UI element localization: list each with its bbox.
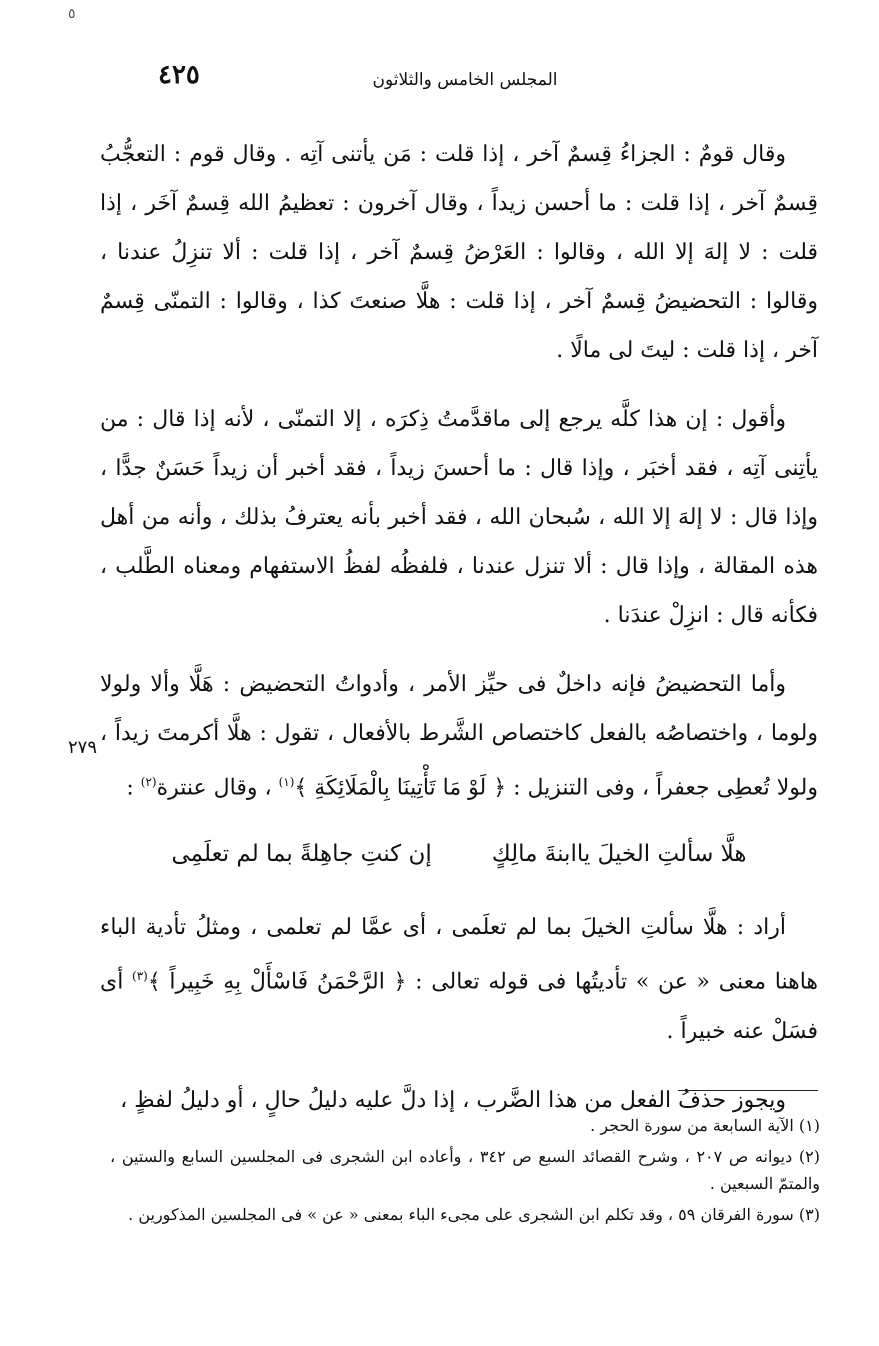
main-text xyxy=(100,130,818,1145)
page-number: ٤٢٥ xyxy=(158,60,200,90)
paragraph-4-tail: أى فسَلْ عنه خبيراً . xyxy=(100,969,818,1044)
paragraph-4-text: أراد : هلَّا سألتِ الخيلَ بما لم تعلَمى ، أى عمَّا لم تعلمى ، ومثلُ تأدية الباء هاهنا معنى « عن » تأديتُها فى قوله تعالى : ﴿ الرَّحْمَنُ فَاسْأَلْ بِهِ خَبِيراً ﴾ xyxy=(100,915,818,995)
paragraph-4 xyxy=(100,903,818,1055)
corner-mark: ٥ xyxy=(68,6,76,22)
verse-hemistich-2: إن كنتِ جاهِلةً بما لم تعلَمِى xyxy=(171,841,432,868)
footnotes xyxy=(110,1112,820,1232)
footnote-1: (١) الآية السابعة من سورة الحجر . xyxy=(590,1116,820,1135)
running-header xyxy=(110,58,820,102)
paragraph-3-text: وأما التحضيضُ فإنه داخلٌ فى حيِّز الأمر ، وأدواتُ التحضيض : هَلَّا وألا ولولا ولوما ، واختصاصُه بالفعل كاختصاص الشَّرط بالأفعال ، تقول : هلَّا أكرمتَ زيداً ، ولولا تُعطِى جعفراً ، وفى التنزيل : ﴿ لَوْ مَا تَأْتِينَا بِالْمَلَائِكَةِ ﴾ xyxy=(100,672,818,801)
paragraph-1: وقال قومٌ : الجزاءُ قِسمٌ آخر ، إذا قلت : مَن يأتنى آتِه . وقال قوم : التعجُّبُ قِسمٌ آخر ، إذا قلت : ما أحسن زيداً ، وقال آخرون : تعظيمُ الله قِسمٌ آخَر ، إذا قلت : لا إلهَ إلا الله ، وقالوا : العَرْضُ قِسمٌ آخر ، إذا قلت : ألا تنزِلُ عندنا ، وقالوا : التحضيضُ قِسمٌ آخر ، إذا قلت : هلَّا صنعتَ كذا ، وقالوا : التمنّى قِسمٌ آخر ، إذا قلت : ليتَ لى مالًا . xyxy=(100,142,818,363)
footnote-ref-3[interactable]: (٣) xyxy=(132,969,148,984)
chapter-title: المجلس الخامس والثلاثون xyxy=(372,70,558,90)
margin-page-reference: ٢٧٩ xyxy=(68,737,98,758)
paragraph-2: وأقول : إن هذا كلَّه يرجع إلى ماقدَّمتُ ذِكرَه ، إلا التمنّى ، لأنه إذا قال : من يأتِنى آتِه ، فقد أخبَر ، وإذا قال : ما أحسنَ زيداً ، فقد أخبر أن زيداً حَسَنٌ جدًّا ، وإذا قال : لا إلهَ إلا الله ، سُبحان الله ، فقد أخبر بأنه يعترفُ بذلك ، وأنه من أهل هذه المقالة ، وإذا قال : ألا تنزل عندنا ، فلفظُه لفظُ الاستفهام ومعناه الطَّلب ، فكأنه قال : انزِلْ عندَنا . xyxy=(100,407,818,628)
paragraph-3-end: : xyxy=(126,775,141,801)
footnote-ref-1[interactable]: (١) xyxy=(278,775,295,789)
footnote-ref-2[interactable]: (٢) xyxy=(140,775,157,789)
paragraph-3 xyxy=(100,660,818,812)
footnote-2: (٢) ديوانه ص ٢٠٧ ، وشرح القصائد السبع ص ٣٤٢ ، وأعاده ابن الشجرى فى المجلسين السابع والستين ، والمتمّ السبعين . xyxy=(110,1147,820,1193)
footnote-divider xyxy=(678,1090,818,1091)
poetry-verse xyxy=(100,830,818,879)
verse-hemistich-1: هلَّا سألتِ الخيلَ ياابنةَ مالِكٍ xyxy=(491,841,747,868)
footnote-3: (٣) سورة الفرقان ٥٩ ، وقد تكلم ابن الشجرى على مجىء الباء بمعنى « عن » فى المجلسين المذكورين . xyxy=(128,1205,820,1224)
paragraph-5: ويجوز حذفُ الفعل من هذا الضَّرب ، إذا دلَّ عليه دليلُ حالٍ ، أو دليلُ لفظٍ ، xyxy=(120,1087,786,1113)
paragraph-3-tail: ، وقال عنترة xyxy=(156,775,272,801)
